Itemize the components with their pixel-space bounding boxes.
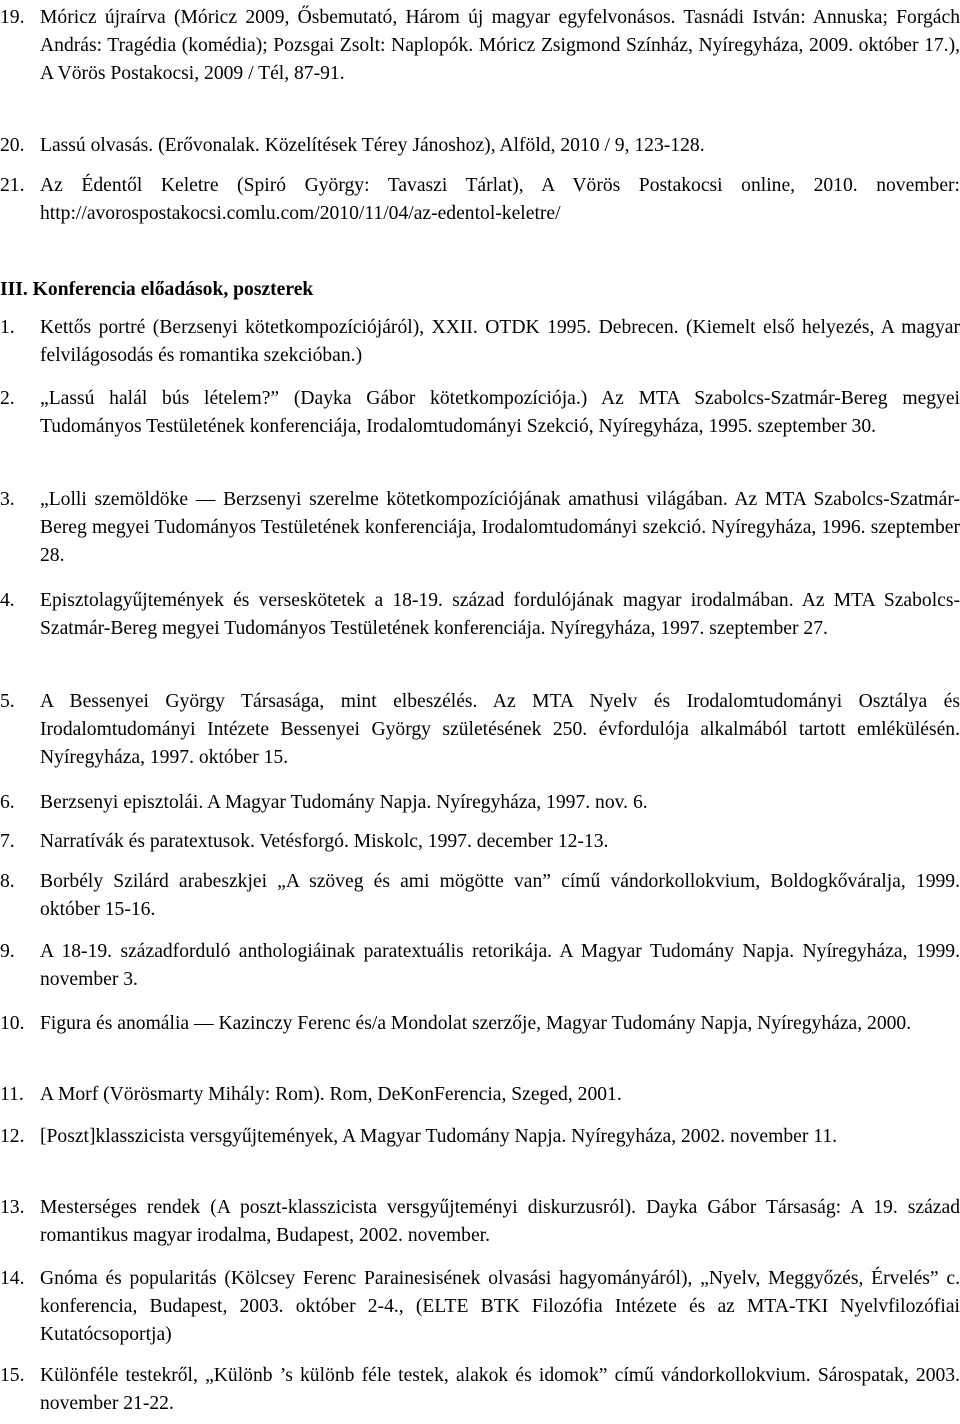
item-number: 3. — [0, 489, 15, 510]
item-text: Móricz újraírva (Móricz 2009, Ősbemutató, Három új magyar egyfelvonásos. Tasnádi István: Annuska; Forgách András: Tragédia (komédia); Pozsgai Zsolt: Naplopók. Móricz Zsigmond Színház, Nyíregyháza, 2009. október 17.), A Vörös Postakocsi, 2009 / Tél, 87-91. — [40, 7, 960, 84]
list-item — [0, 1265, 960, 1349]
item-number: 11. — [0, 1084, 24, 1105]
item-text: Narratívák és paratextusok. Vetésforgó. Miskolc, 1997. december 12-13. — [40, 831, 609, 852]
list-item — [0, 172, 960, 228]
item-number: 20. — [0, 135, 25, 156]
list-item — [0, 1194, 960, 1250]
list-item — [0, 688, 960, 772]
item-number: 2. — [0, 388, 15, 409]
item-text: A Bessenyei György Társasága, mint elbeszélés. Az MTA Nyelv és Irodalomtudományi Osztálya és Irodalomtudományi Intézete Bessenyei György születésének 250. évfordulója alkalmából tartott emlékülésén. Nyíregyháza, 1997. október 15. — [40, 691, 960, 768]
item-number: 7. — [0, 831, 15, 852]
item-number: 21. — [0, 175, 25, 196]
section-heading: III. Konferencia előadások, poszterek — [0, 279, 314, 300]
item-number: 12. — [0, 1126, 25, 1147]
item-text: „Lassú halál bús lételem?” (Dayka Gábor kötetkompozíciója.) Az MTA Szabolcs-Szatmár-Bereg megyei Tudományos Testületének konferenciája, Irodalomtudományi Szekció, Nyíregyháza, 1995. szeptember 30. — [40, 388, 960, 437]
item-number: 4. — [0, 590, 15, 611]
item-number: 19. — [0, 7, 25, 28]
list-item — [0, 1010, 960, 1038]
list-item — [0, 486, 960, 570]
item-text: Episztolagyűjtemények és verseskötetek a 18-19. század fordulójának magyar irodalmában. Az MTA Szabolcs-Szatmár-Bereg megyei Tudományos Testületének konferenciája. Nyíregyháza, 1997. szeptember 27. — [40, 590, 960, 639]
list-item — [0, 587, 960, 643]
item-text: [Poszt]klasszicista versgyűjtemények, A Magyar Tudomány Napja. Nyíregyháza, 2002. november 11. — [40, 1126, 838, 1147]
list-item — [0, 314, 960, 370]
list-item — [0, 789, 960, 817]
list-item — [0, 132, 960, 160]
item-text: Gnóma és popularitás (Kölcsey Ferenc Parainesisének olvasási hagyományáról), „Nyelv, Meggyőzés, Érvelés” c. konferencia, Budapest, 2003. október 2-4., (ELTE BTK Filozófia Intézete és az MTA-TKI Nyelvfilozófiai Kutatócsoportja) — [40, 1268, 960, 1345]
item-text: „Lolli szemöldöke ― Berzsenyi szerelme kötetkompozíciójának amathusi világában. Az MTA Szabolcs-Szatmár-Bereg megyei Tudományos Testületének konferenciája, Irodalomtudományi szekció. Nyíregyháza, 1996. szeptember 28. — [40, 489, 960, 566]
item-text: Az Édentől Keletre (Spiró György: Tavaszi Tárlat), A Vörös Postakocsi online, 2010. november: http://avorospostakocsi.comlu.com/2010/11/04/az-edentol-keletre/ — [40, 175, 960, 224]
item-text: A 18-19. századforduló anthologiáinak paratextuális retorikája. A Magyar Tudomány Napja. Nyíregyháza, 1999. november 3. — [40, 941, 960, 990]
list-item — [0, 1081, 960, 1109]
item-number: 14. — [0, 1268, 25, 1289]
item-text: Kettős portré (Berzsenyi kötetkompozíciójáról), XXII. OTDK 1995. Debrecen. (Kiemelt első helyezés, A magyar felvilágosodás és romantika szekcióban.) — [40, 317, 960, 366]
item-number: 5. — [0, 691, 15, 712]
item-number: 15. — [0, 1365, 25, 1386]
list-item — [0, 938, 960, 994]
item-number: 1. — [0, 317, 15, 338]
item-text: A Morf (Vörösmarty Mihály: Rom). Rom, DeKonFerencia, Szeged, 2001. — [40, 1084, 622, 1105]
item-text: Borbély Szilárd arabeszkjei „A szöveg és ami mögötte van” című vándorkollokvium, Boldogkőváralja, 1999. október 15-16. — [40, 871, 960, 920]
item-text: Mesterséges rendek (A poszt-klasszicista versgyűjteményi diskurzusról). Dayka Gábor Társaság: A 19. század romantikus magyar irodalma, Budapest, 2002. november. — [40, 1197, 960, 1246]
list-item — [0, 868, 960, 924]
item-text: Figura és anomália ― Kazinczy Ferenc és/a Mondolat szerzője, Magyar Tudomány Napja, Nyíregyháza, 2000. — [40, 1013, 912, 1034]
list-item — [0, 4, 960, 88]
list-item — [0, 828, 960, 856]
list-item — [0, 1123, 960, 1151]
item-text: Berzsenyi episztolái. A Magyar Tudomány Napja. Nyíregyháza, 1997. nov. 6. — [40, 792, 648, 813]
item-number: 6. — [0, 792, 15, 813]
list-item — [0, 385, 960, 441]
item-number: 10. — [0, 1013, 25, 1034]
list-item — [0, 1362, 960, 1418]
item-text: Lassú olvasás. (Erővonalak. Közelítések Térey Jánoshoz), Alföld, 2010 / 9, 123-128. — [40, 135, 705, 156]
item-number: 8. — [0, 871, 15, 892]
item-number: 13. — [0, 1197, 25, 1218]
item-text: Különféle testekről, „Különb ’s különb féle testek, alakok és idomok” című vándorkollokvium. Sárospatak, 2003. november 21-22. — [40, 1365, 960, 1414]
item-number: 9. — [0, 941, 15, 962]
